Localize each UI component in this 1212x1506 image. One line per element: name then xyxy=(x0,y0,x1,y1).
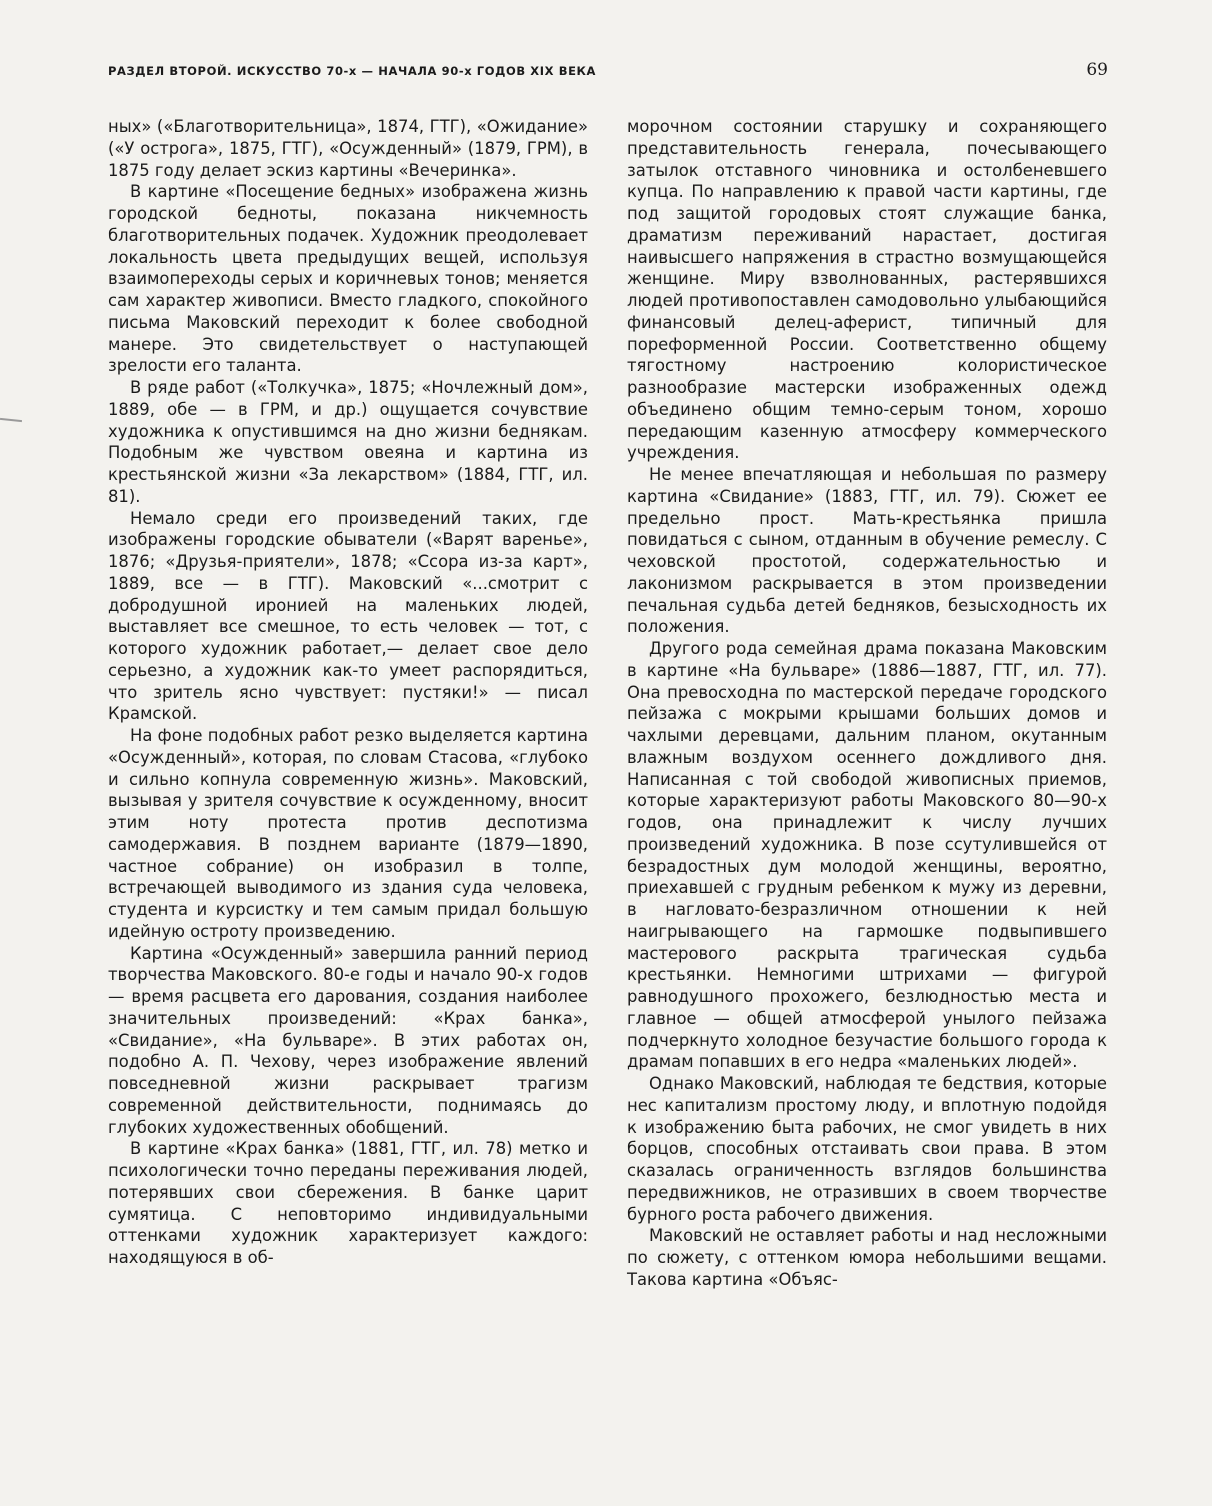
paragraph: Другого рода семейная драма показана Маковским в картине «На бульваре» (1886—1887, ГТГ, ил. 77). Она превосходна по мастерской передаче городского пейзажа с мокрыми крышами больших домов и чахлыми деревцами, дальним планом, окутанным влажным воздухом осеннего дождливого дня. Написанная с той свободой живописных приемов, которые характеризуют работы Маковского 80—90-х годов, она принадлежит к числу лучших произведений художника. В позе ссутулившейся от безрадостных дум молодой женщины, вероятно, приехавшей с грудным ребенком к мужу из деревни, в нагловато-безразличном отношении к ней наигрывающего на гармошке подвыпившего мастерового раскрыта трагическая судьба крестьянки. Немногими штрихами — фигурой равнодушного прохожего, безлюдностью места и главное — общей атмосферой унылого пейзажа подчеркнуто холодное безучастие большого города к драмам попавших в его недра «маленьких людей». xyxy=(627,639,1107,1072)
paragraph: Немало среди его произведений таких, где изображены городские обыватели («Варят варенье», 1876; «Друзья-приятели», 1878; «Ссора из-за карт», 1889, все — в ГТГ). Маковский «...смотрит с добродушной иронией на маленьких людей, выставляет все смешное, то есть человек — тот, с которого художник работает,— делает свое дело серьезно, а художник как-то умеет распорядиться, что зритель ясно чувствует: пустяки!» — писал Крамской. xyxy=(108,508,588,724)
page-number: 69 xyxy=(1086,60,1108,80)
scan-edge-mark xyxy=(0,418,22,422)
left-column xyxy=(108,116,588,1269)
paragraph: В картине «Крах банка» (1881, ГТГ, ил. 78) метко и психологически точно переданы переживания людей, потерявших свои сбережения. В банке царит сумятица. С неповторимо индивидуальными оттенками художник характеризует каждого: находящуюся в об- xyxy=(108,1139,588,1267)
paragraph: морочном состоянии старушку и сохраняющего представительность генерала, почесывающего затылок отставного чиновника и остолбеневшего купца. По направлению к правой части картины, где под защитой городовых стоят служащие банка, драматизм переживаний нарастает, достигая наивысшего напряжения в страстно возмущающейся женщине. Миру взволнованных, растерявшихся людей противопоставлен самодовольно улыбающийся финансовый делец-аферист, типичный для пореформенной России. Соответственно общему тягостному настроению колористическое разнообразие мастерски изображенных одежд объединено общим темно-серым тоном, хорошо передающим казенную атмосферу коммерческого учреждения. xyxy=(627,117,1107,463)
running-header xyxy=(108,60,1108,90)
paragraph: На фоне подобных работ резко выделяется картина «Осужденный», которая, по словам Стасова, «глубоко и сильно копнула современную жизнь». Маковский, вызывая у зрителя сочувствие к осужденному, вносит этим ноту протеста против деспотизма самодержавия. В позднем варианте (1879—1890, частное собрание) он изобразил в толпе, встречающей выводимого из здания суда человека, студента и курсистку и тем самым придал большую идейную остроту произведению. xyxy=(108,726,588,941)
right-column xyxy=(627,116,1107,1291)
paragraph: Однако Маковский, наблюдая те бедствия, которые нес капитализм простому люду, и вплотную подойдя к изображению быта рабочих, не смог увидеть в них борцов, способных отстаивать свои права. В этом сказалась ограниченность взглядов большинства передвижников, не отразивших в своем творчестве бурного роста рабочего движения. xyxy=(627,1074,1107,1224)
paragraph: Не менее впечатляющая и небольшая по размеру картина «Свидание» (1883, ГТГ, ил. 79). Сюжет ее предельно прост. Мать-крестьянка пришла повидаться с сыном, отданным в обучение ремеслу. С чеховской простотой, содержательностью и лаконизмом раскрывается в этом произведении печальная судьба детей бедняков, безысходность их положения. xyxy=(627,465,1107,637)
paragraph: Картина «Осужденный» завершила ранний период творчества Маковского. 80-е годы и начало 90-х годов — время расцвета его дарования, создания наиболее значительных произведений: «Крах банка», «Свидание», «На бульваре». В этих работах он, подобно А. П. Чехову, через изображение явлений повседневной жизни раскрывает трагизм современной действительности, поднимаясь до глубоких художественных обобщений. xyxy=(108,943,588,1137)
paragraph: В ряде работ («Толкучка», 1875; «Ночлежный дом», 1889, обе — в ГРМ, и др.) ощущается сочувствие художника к опустившимся на дно жизни беднякам. Подобным же чувством овеяна и картина из крестьянской жизни «За лекарством» (1884, ГТГ, ил. 81). xyxy=(108,378,588,506)
paragraph: ных» («Благотворительница», 1874, ГТГ), «Ожидание» («У острога», 1875, ГТГ), «Осужденный» (1879, ГРМ), в 1875 году делает эскиз картины «Вечеринка». xyxy=(108,117,588,180)
paragraph: В картине «Посещение бедных» изображена жизнь городской бедноты, показана никчемность благотворительных подачек. Художник преодолевает локальность цвета предыдущих вещей, используя взаимопереходы серых и коричневых тонов; меняется сам характер живописи. Вместо гладкого, спокойного письма Маковский переходит к более свободной манере. Это свидетельствует о наступающей зрелости его таланта. xyxy=(108,182,588,376)
paragraph: Маковский не оставляет работы и над несложными по сюжету, с оттенком юмора небольшими вещами. Такова картина «Объяс- xyxy=(627,1226,1107,1289)
section-title: РАЗДЕЛ ВТОРОЙ. ИСКУССТВО 70-х — НАЧАЛА 90-х ГОДОВ XIX ВЕКА xyxy=(108,64,597,78)
